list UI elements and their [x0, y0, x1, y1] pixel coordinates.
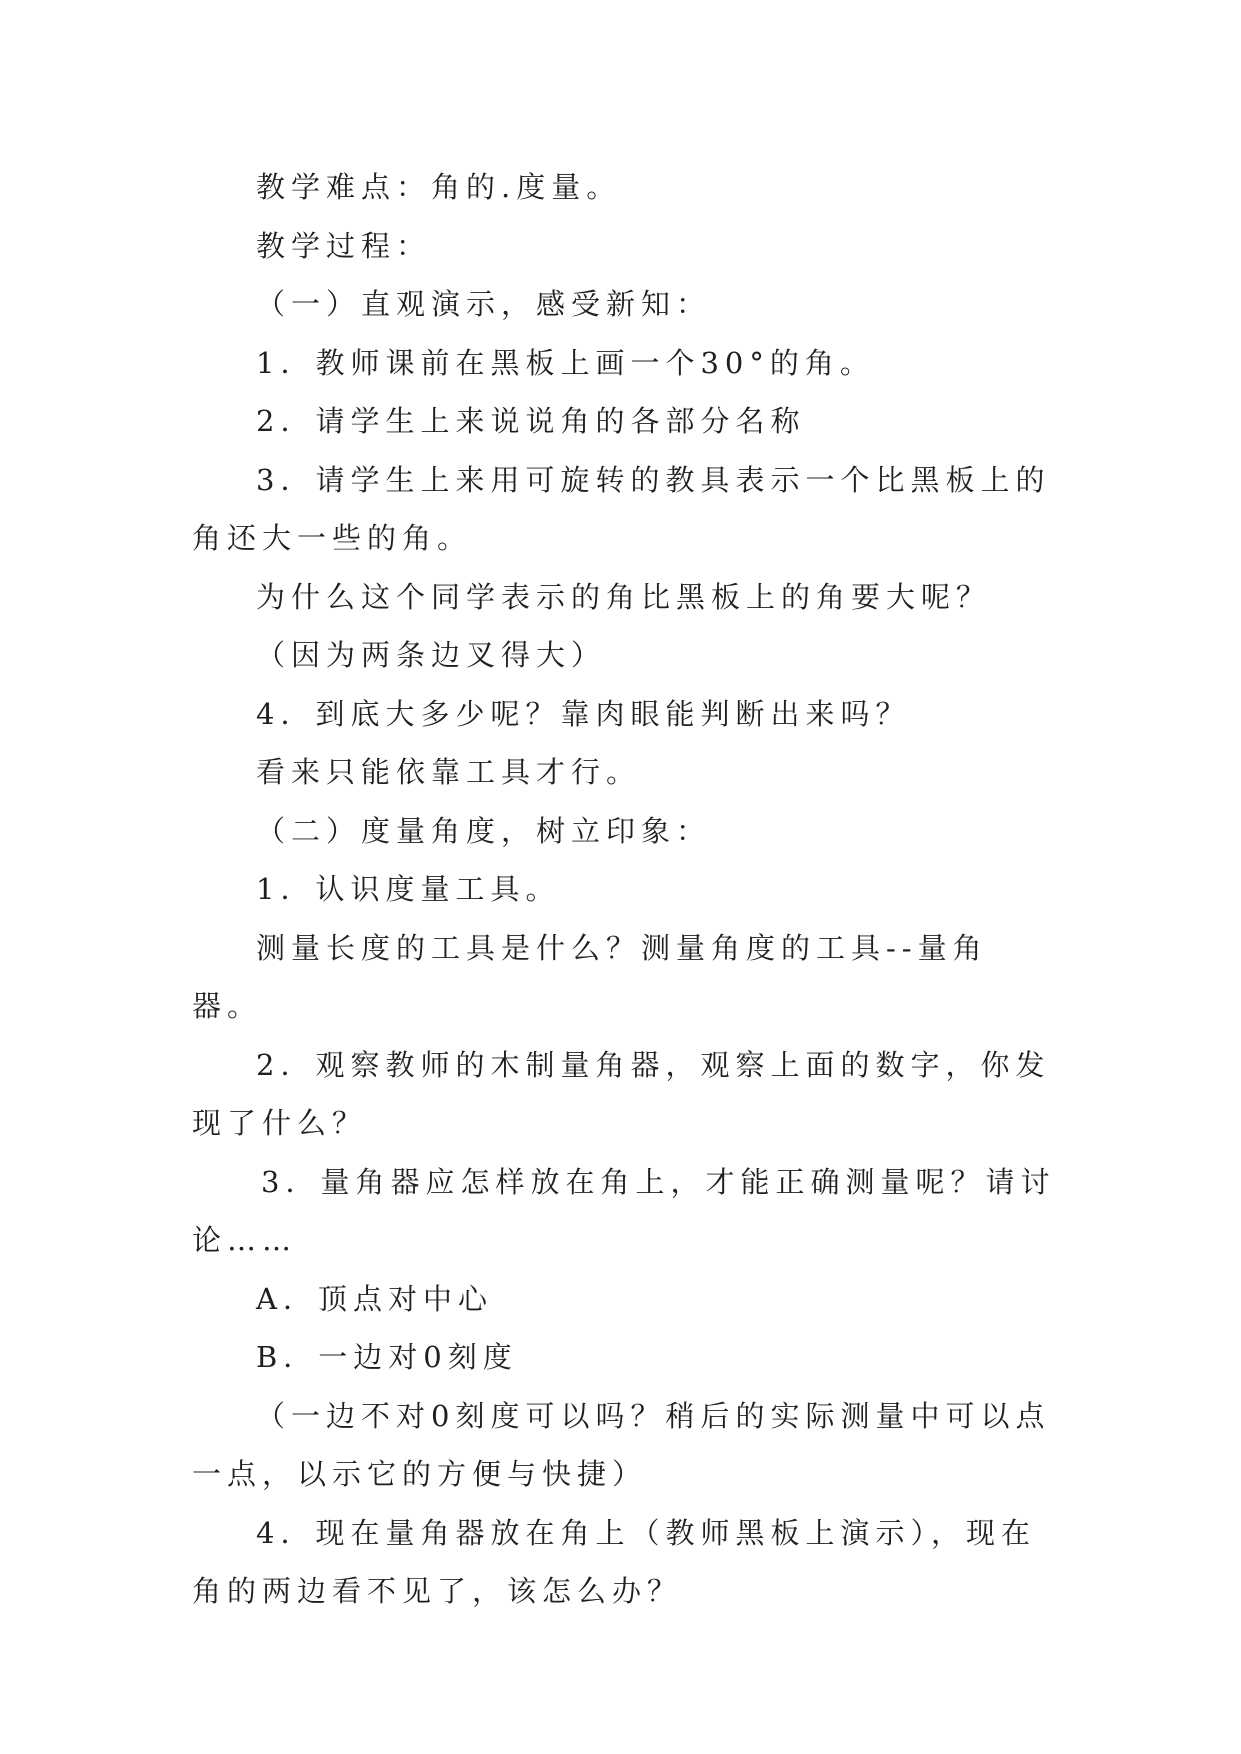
- section-heading-2: （二）度量角度，树立印象：: [256, 813, 712, 848]
- paragraph-teaching-difficulty: 教学难点：角的.度量。: [256, 170, 622, 204]
- paragraph-teaching-process: 教学过程：: [256, 228, 432, 263]
- paragraph-step-4-demo: 4．现在量角器放在角上（教师黑板上演示），现在角的两边看不见了，该怎么办？: [192, 1515, 1036, 1608]
- paragraph-measuring-tools: 测量长度的工具是什么？测量角度的工具--量角器。: [192, 930, 988, 1023]
- paragraph-placement-discussion: 3．量角器应怎样放在角上，才能正确测量呢？请讨论……: [192, 1164, 1056, 1257]
- paragraph-zero-mark-note: （一边不对0刻度可以吗？稍后的实际测量中可以点一点，以示它的方便与快捷）: [192, 1398, 1051, 1491]
- paragraph-recognize-tool: 1．认识度量工具。: [256, 872, 561, 906]
- paragraph-option-a: A．顶点对中心: [256, 1281, 493, 1316]
- paragraph-tool-needed: 看来只能依靠工具才行。: [256, 755, 642, 789]
- paragraph-step-3: 3．请学生上来用可旋转的教具表示一个比黑板上的角还大一些的角。: [192, 462, 1051, 555]
- paragraph-step-2: 2．请学生上来说说角的各部分名称: [256, 404, 806, 438]
- paragraph-observe-protractor: 2．观察教师的木制量角器，观察上面的数字，你发现了什么？: [192, 1047, 1051, 1140]
- paragraph-question: 为什么这个同学表示的角比黑板上的角要大呢？: [256, 579, 992, 614]
- paragraph-step-1: 1．教师课前在黑板上画一个30°的角。: [256, 345, 875, 380]
- paragraph-step-4: 4．到底大多少呢？靠肉眼能判断出来吗？: [256, 696, 911, 731]
- paragraph-answer: （因为两条边叉得大）: [256, 638, 607, 672]
- paragraph-option-b: B．一边对0刻度: [256, 1340, 518, 1374]
- section-heading-1: （一）直观演示，感受新知：: [256, 287, 712, 321]
- document-body: [192, 158, 1057, 1621]
